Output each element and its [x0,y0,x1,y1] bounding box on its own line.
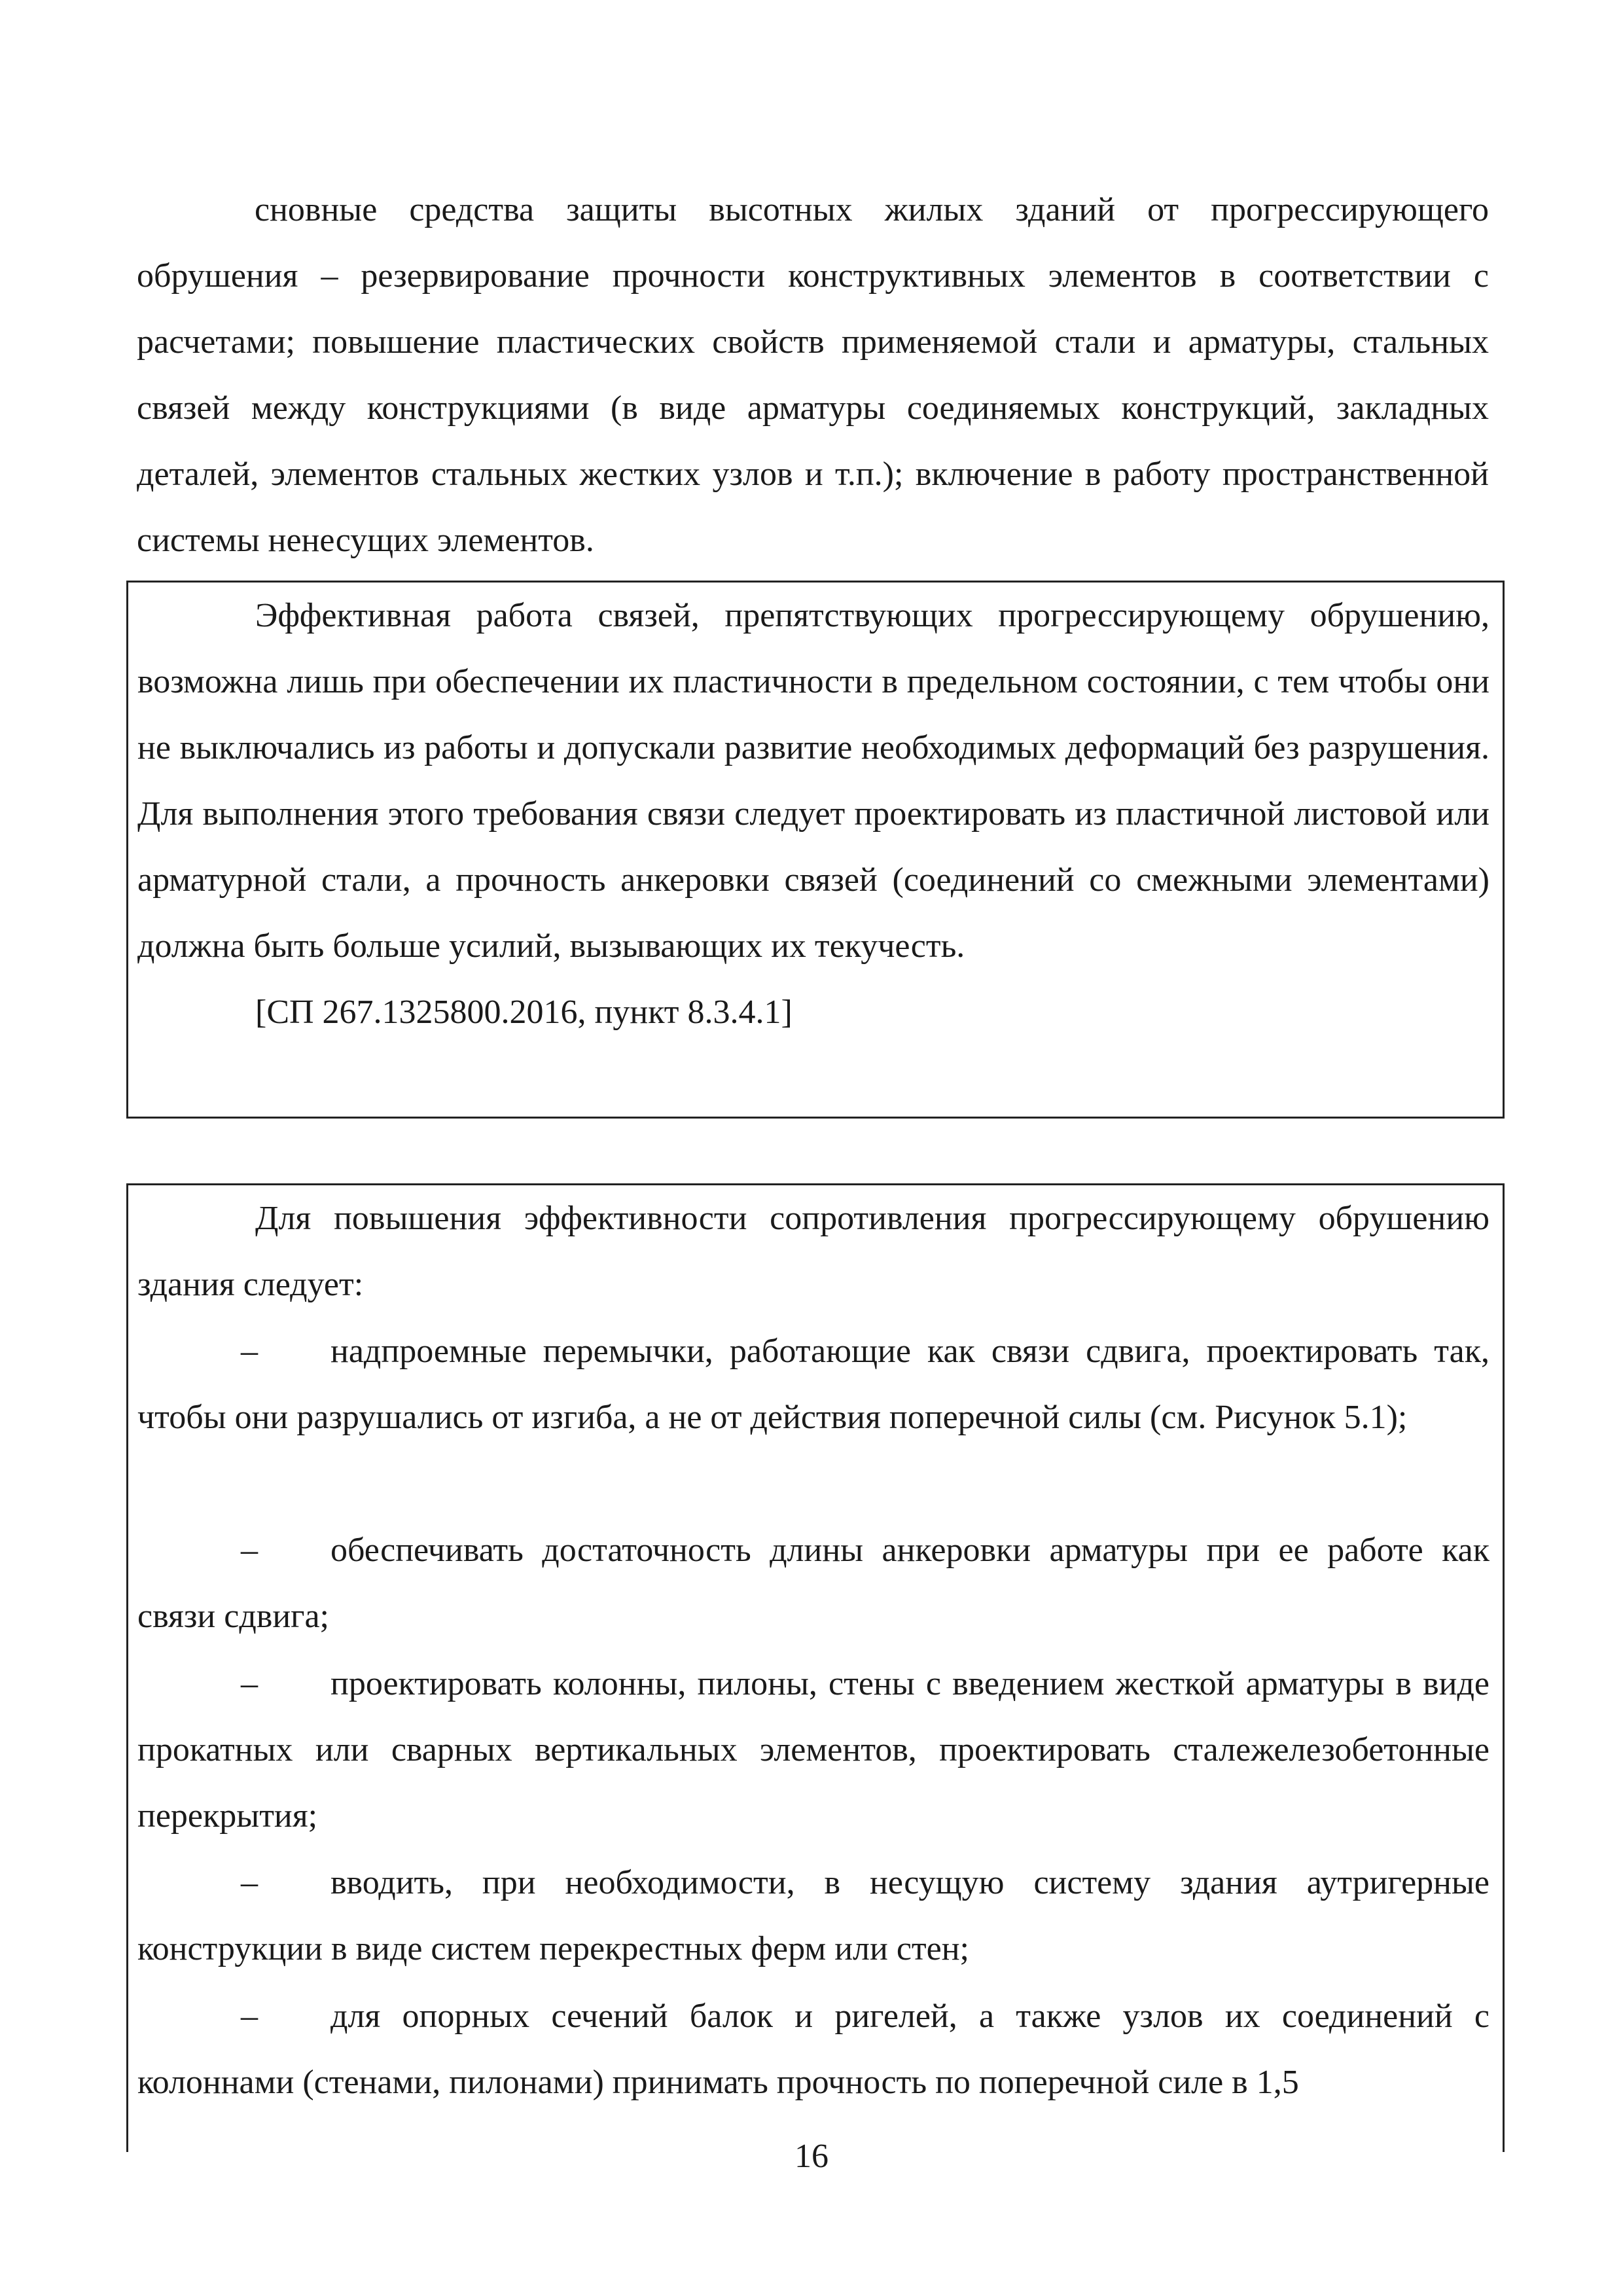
intro-paragraph: сновные средства защиты высотных жилых зданий от прогрессирующего обрушения – резервирование прочности конструктивных элементов в соответствии с расчетами; повышение пластических свойств применяемой стали и арматуры, стальных связей между конструкциями (в виде арматуры соединяемых конструкций, закладных деталей, элементов стальных жестких узлов и т.п.); включение в работу пространственной системы ненесущих элементов. [137,191,1489,559]
list-item [137,1517,1489,1649]
list-item-text: проектировать колонны, пилоны, стены с введением жесткой арматуры в виде прокатных или сварных вертикальных элементов, проектировать сталежелезобетонные перекрытия; [137,1665,1489,1835]
citation-reference: [СП 267.1325800.2016, пункт 8.3.4.1] [255,994,793,1031]
list-item-text: для опорных сечений балок и ригелей, а также узлов их соединений с колоннами (стенами, пилонами) принимать прочность по поперечной силе в 1,5 [137,1998,1489,2101]
list-item [137,1651,1489,1849]
list-item-text: надпроемные перемычки, работающие как связи сдвига, проектировать так, чтобы они разрушались от изгиба, а не от действия поперечной силы (см. Рисунок 5.1); [137,1333,1489,1436]
list-item [137,1850,1489,1982]
list-item [137,1318,1489,1450]
page-number: 16 [794,2138,829,2175]
list-item-text: обеспечивать достаточность длины анкеровки арматуры при ее работе как связи сдвига; [137,1532,1489,1635]
list-item [137,1983,1489,2115]
list-dash: – [241,1998,258,2035]
list-item-text: вводить, при необходимости, в несущую систему здания аутригерные конструкции в виде систем перекрестных ферм или стен; [137,1864,1489,1967]
list-dash: – [241,1532,258,1569]
recommendations-intro: Для повышения эффективности сопротивления прогрессирующему обрушению здания следует: [137,1200,1489,1303]
list-dash: – [241,1665,258,1702]
list-dash: – [241,1333,258,1370]
quote-paragraph: Эффективная работа связей, препятствующих прогрессирующему обрушению, возможна лишь при обеспечении их пластичности в предельном состоянии, с тем чтобы они не выключались из работы и допускали развитие необходимых деформаций без разрушения. Для выполнения этого требования связи следует проектировать из пластичной листовой или арматурной стали, а прочность анкеровки связей (соединений со смежными элементами) должна быть больше усилий, вызывающих их текучесть. [137,597,1489,965]
list-dash: – [241,1864,258,1901]
quote-box-recommendations [126,1183,1505,2152]
quote-box-ductility [126,581,1505,1119]
